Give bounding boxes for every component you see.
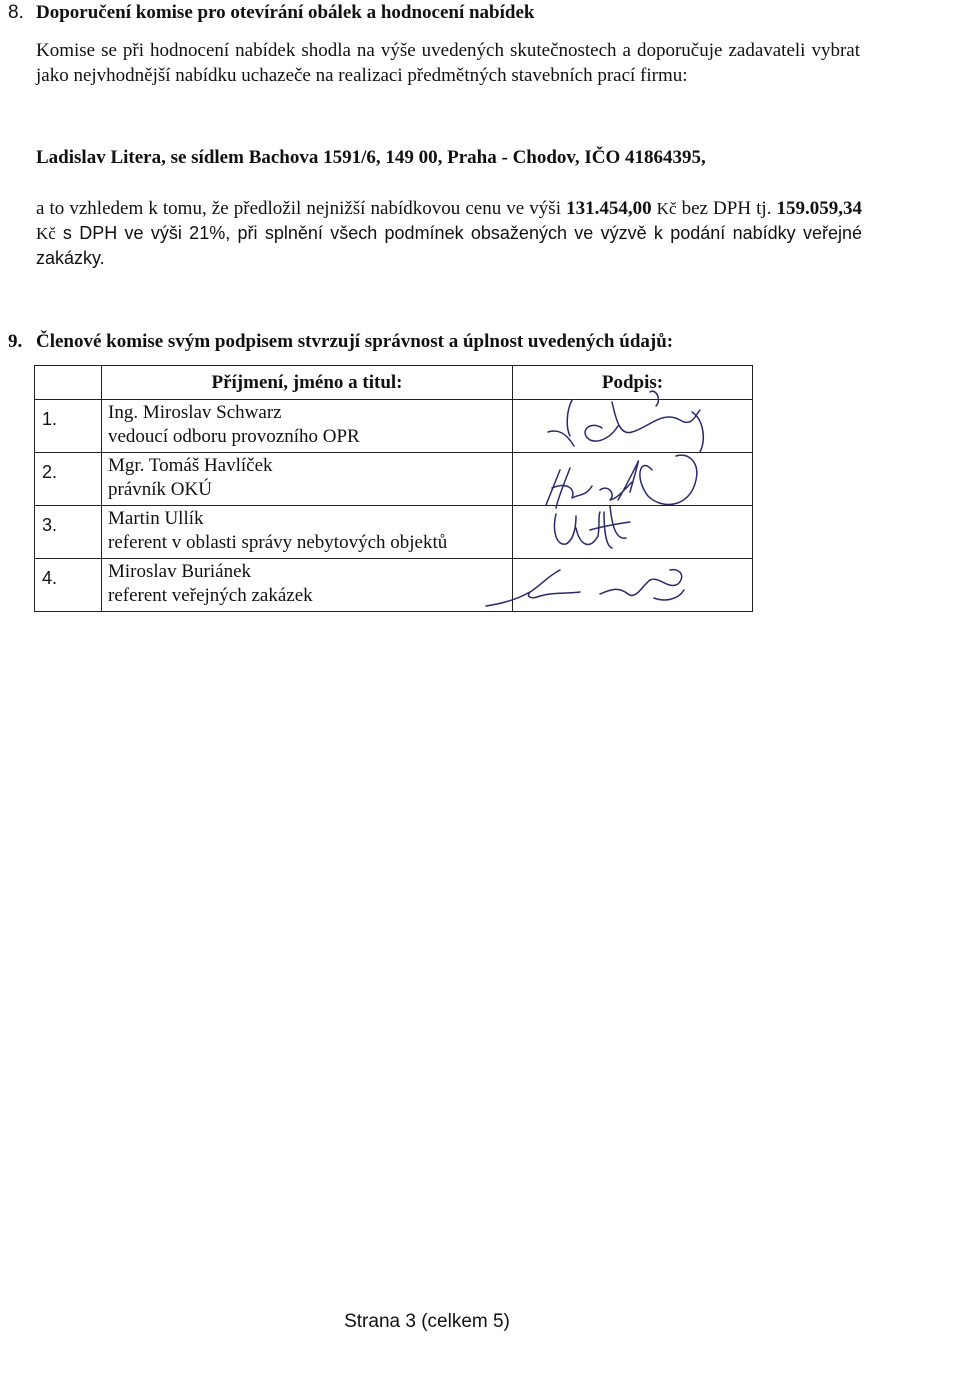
section-8-reason — [36, 196, 862, 271]
committee-members-table — [34, 365, 753, 612]
member-cell — [102, 453, 513, 506]
member-role: právník OKÚ — [108, 479, 212, 500]
member-role: referent v oblasti správy nebytových objektů — [108, 532, 448, 553]
table-row — [35, 506, 753, 559]
member-role: vedoucí odboru provozního OPR — [108, 426, 360, 447]
header-signature: Podpis: — [513, 366, 753, 400]
table-row — [35, 453, 753, 506]
signature-cell — [513, 506, 753, 559]
section-8-title: Doporučení komise pro otevírání obálek a hodnocení nabídek — [36, 2, 535, 23]
section-9-title: Členové komise svým podpisem stvrzují správnost a úplnost uvedených údajů: — [36, 331, 674, 352]
member-name: Ing. Miroslav Schwarz — [108, 402, 282, 423]
section-8-number: 8. — [8, 2, 24, 23]
price-without-vat: 131.454,00 — [566, 198, 652, 219]
signature-cell — [513, 400, 753, 453]
page-number-footer: Strana 3 (celkem 5) — [344, 1311, 510, 1332]
table-row — [35, 400, 753, 453]
reason-part-2: bez DPH tj. — [681, 198, 772, 219]
signature-cell — [513, 559, 753, 612]
currency-2: Kč — [36, 224, 56, 243]
member-name: Martin Ullík — [108, 508, 204, 529]
member-cell — [102, 400, 513, 453]
member-cell — [102, 506, 513, 559]
section-8-intro: Komise se při hodnocení nabídek shodla na výše uvedených skutečnostech a doporučuje zadavateli vybrat jako nejvhodnější nabídku uchazeče na realizaci předmětných stavebních prací firmu: — [36, 40, 860, 86]
currency-1: Kč — [656, 199, 677, 218]
reason-part-1: a to vzhledem k tomu, že předložil nejnižší nabídkovou cenu ve výši — [36, 198, 561, 219]
section-9-number: 9. — [8, 331, 23, 352]
header-number — [35, 366, 102, 400]
row-number: 1. — [35, 400, 102, 453]
table-header-row — [35, 366, 753, 400]
header-name: Příjmení, jméno a titul: — [102, 366, 513, 400]
member-cell — [102, 559, 513, 612]
table-row — [35, 559, 753, 612]
signature-cell — [513, 453, 753, 506]
reason-part-3: s DPH ve výši 21%, při splnění všech podmínek obsažených ve výzvě k podání nabídky veřejné zakázky. — [36, 223, 863, 268]
member-name: Mgr. Tomáš Havlíček — [108, 455, 273, 476]
member-role: referent veřejných zakázek — [108, 585, 313, 606]
section-8-heading — [8, 2, 534, 24]
price-with-vat: 159.059,34 — [776, 198, 863, 219]
row-number: 4. — [35, 559, 102, 612]
row-number: 3. — [35, 506, 102, 559]
section-9-heading — [8, 331, 673, 353]
selected-firm: Ladislav Litera, se sídlem Bachova 1591/6, 149 00, Praha - Chodov, IČO 41864395, — [36, 147, 706, 168]
member-name: Miroslav Buriánek — [108, 561, 252, 582]
row-number: 2. — [35, 453, 102, 506]
